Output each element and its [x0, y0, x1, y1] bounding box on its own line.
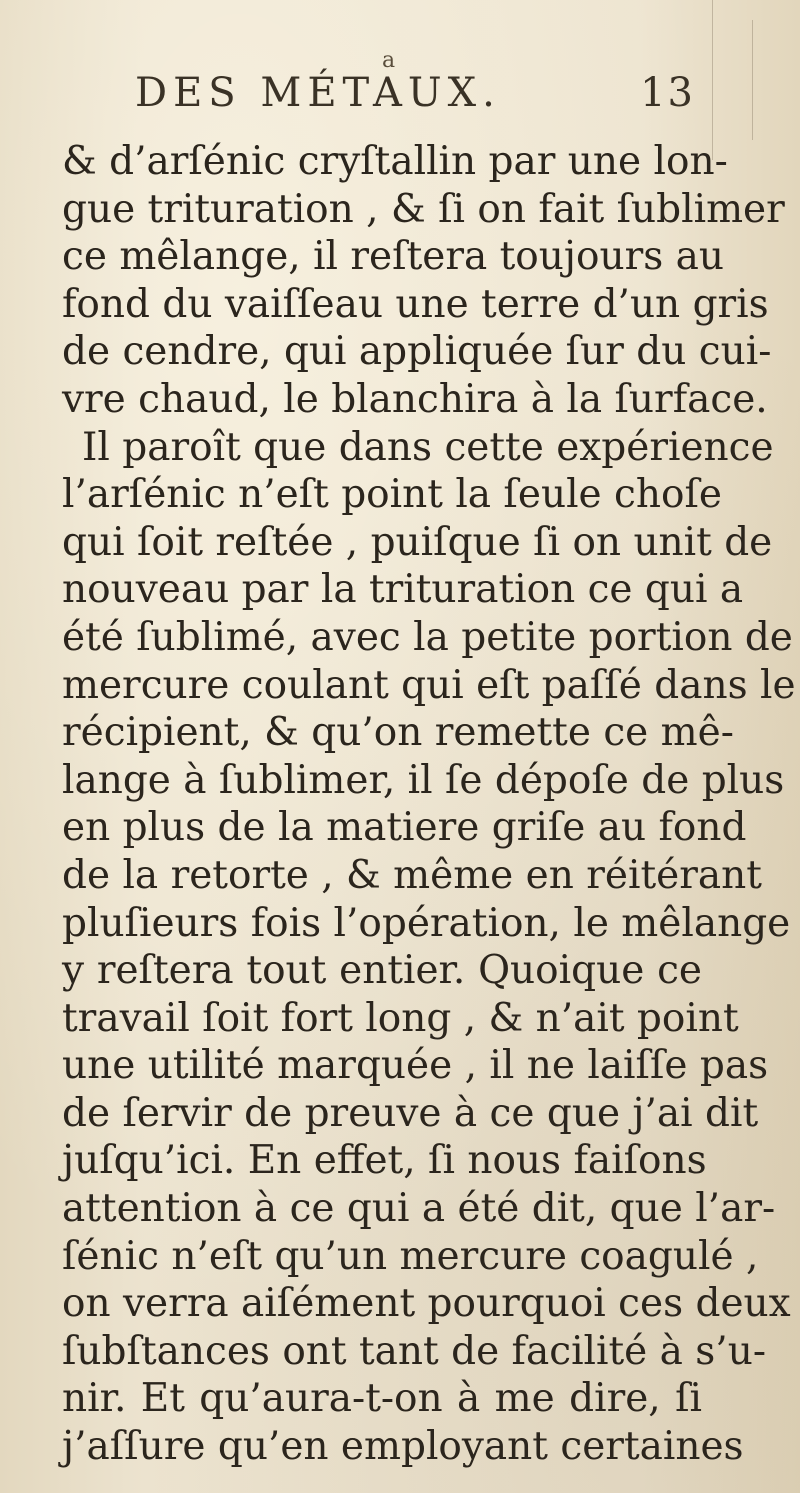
text-line: lange à ſublimer, il ſe dépoſe de plus	[62, 757, 785, 803]
text-line: travail ſoit fort long , & n’ait point	[62, 995, 739, 1041]
text-line: une utilité marquée , il ne laiſſe pas	[62, 1043, 769, 1089]
gutter-line-right	[752, 20, 753, 140]
running-title: DES MÉTAUX.	[135, 70, 501, 116]
text-line: qui ſoit reſtée , puiſque ſi on unit de	[62, 519, 773, 565]
text-line: en plus de la matiere griſe au fond	[62, 805, 747, 851]
text-line: juſqu’ici. En effet, ſi nous faiſons	[62, 1138, 707, 1184]
text-line: gue trituration , & ſi on fait ſublimer	[62, 186, 785, 232]
text-line: pluſieurs fois l’opération, le mêlange	[62, 900, 791, 946]
text-line: été ſublimé, avec la petite portion de	[62, 614, 793, 660]
page-header	[135, 70, 695, 130]
text-line: nouveau par la trituration ce qui a	[62, 567, 744, 613]
text-line: de la retorte , & même en réitérant	[62, 852, 762, 898]
text-line: y reſtera tout entier. Quoique ce	[62, 948, 702, 994]
text-line: ſubſtances ont tant de facilité à s’u-	[62, 1328, 766, 1374]
text-line: vre chaud, le blanchira à la ſurface.	[62, 376, 768, 422]
text-line: attention à ce qui a été dit, que l’ar-	[62, 1186, 776, 1232]
text-line: j’aſſure qu’en employant certaines	[62, 1424, 744, 1470]
text-line: Il paroît que dans cette expérience	[82, 424, 774, 470]
text-line: récipient, & qu’on remette ce mê-	[62, 710, 734, 756]
text-line: fond du vaiſſeau une terre d’un gris	[62, 281, 769, 327]
text-line: mercure coulant qui eſt paſſé dans le	[62, 662, 796, 708]
gutter-line-left	[712, 0, 713, 160]
page-mark: a	[382, 48, 396, 73]
text-line: l’arſénic n’eſt point la ſeule choſe	[62, 472, 722, 518]
text-line: de ſervir de preuve à ce que j’ai dit	[62, 1090, 759, 1136]
page-number: 13	[640, 70, 695, 116]
text-line: nir. Et qu’aura-t-on à me dire, ſi	[62, 1376, 702, 1422]
text-line: ce mêlange, il reſtera toujours au	[62, 234, 724, 280]
text-line: & d’arſénic cryſtallin par une lon-	[62, 139, 728, 184]
body-text	[62, 138, 796, 1471]
text-line: on verra aiſément pourquoi ces deux	[62, 1281, 791, 1327]
text-line: ſénic n’eſt qu’un mercure coagulé ,	[62, 1233, 759, 1279]
text-line: de cendre, qui appliquée ſur du cui-	[62, 329, 772, 375]
